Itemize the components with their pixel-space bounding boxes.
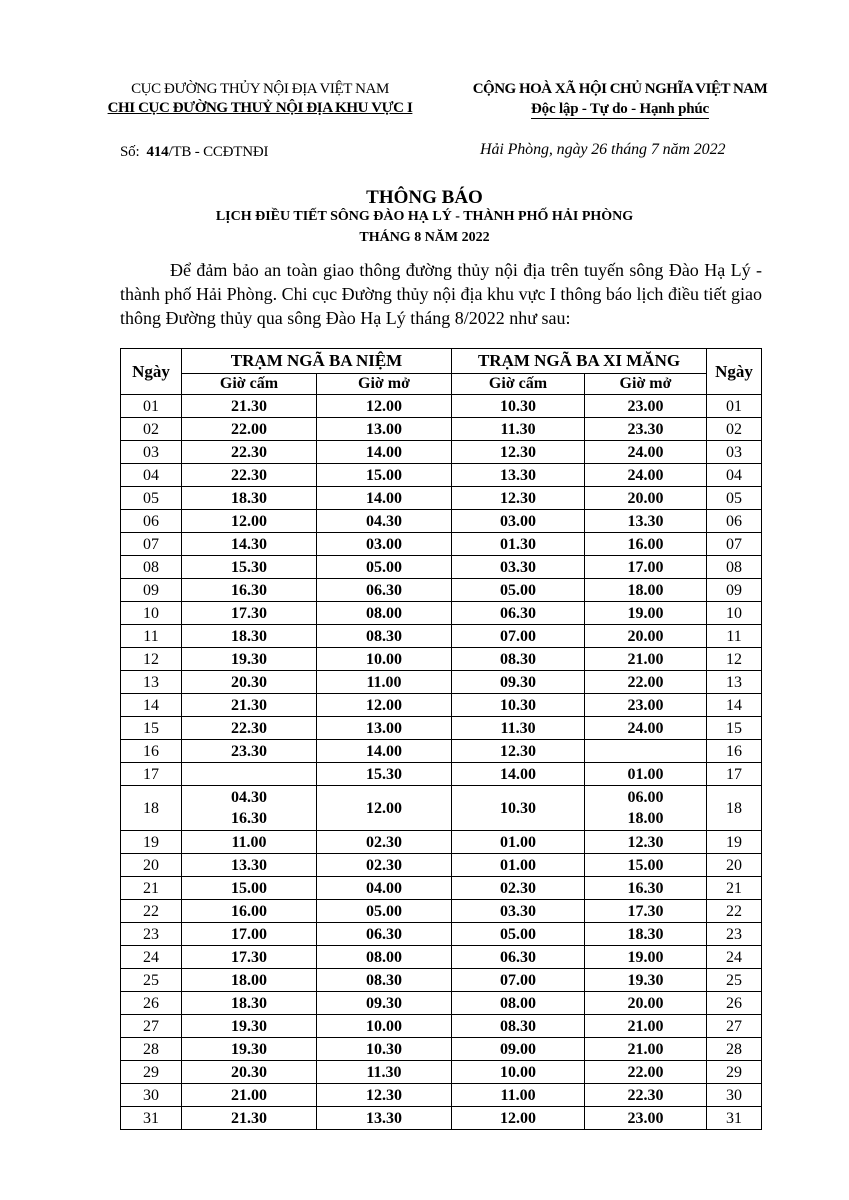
table-row [121, 992, 762, 1015]
ngaba-ximang-closed-cell: 13.30 [452, 464, 585, 487]
day-cell-right: 31 [707, 1107, 762, 1130]
ngaba-ximang-open-cell: 19.00 [585, 946, 707, 969]
day-cell: 23 [121, 923, 182, 946]
ngaba-ximang-open-cell: 15.00 [585, 854, 707, 877]
ngaba-niem-closed-cell [182, 786, 317, 831]
schedule-table [120, 348, 762, 1130]
ngaba-ximang-open-cell: 23.00 [585, 694, 707, 717]
ngaba-niem-open-cell: 05.00 [317, 556, 452, 579]
table-row [121, 740, 762, 763]
ngaba-ximang-closed-cell: 08.30 [452, 1015, 585, 1038]
ngaba-niem-closed-cell: 22.30 [182, 717, 317, 740]
ngaba-niem-closed-cell: 19.30 [182, 648, 317, 671]
ngaba-ximang-open-cell [585, 786, 707, 831]
table-row [121, 831, 762, 854]
table-row [121, 854, 762, 877]
ngaba-ximang-open-cell: 23.00 [585, 1107, 707, 1130]
day-cell-right: 11 [707, 625, 762, 648]
day-cell-right: 15 [707, 717, 762, 740]
ngaba-niem-open-cell: 15.00 [317, 464, 452, 487]
ngaba-ximang-closed-cell: 08.30 [452, 648, 585, 671]
day-cell-right: 23 [707, 923, 762, 946]
day-cell: 19 [121, 831, 182, 854]
ngaba-niem-open-cell: 03.00 [317, 533, 452, 556]
ngaba-niem-open-cell: 06.30 [317, 579, 452, 602]
ngaba-niem-open-cell: 12.00 [317, 395, 452, 418]
day-cell-right: 22 [707, 900, 762, 923]
ngaba-niem-open-cell: 04.30 [317, 510, 452, 533]
day-cell-right: 24 [707, 946, 762, 969]
ngaba-niem-closed-cell: 20.30 [182, 1061, 317, 1084]
ngaba-ximang-open-cell: 24.00 [585, 717, 707, 740]
day-cell-right: 16 [707, 740, 762, 763]
ngaba-ximang-open-cell: 22.00 [585, 1061, 707, 1084]
table-row [121, 625, 762, 648]
ngaba-ximang-open-cell [585, 740, 707, 763]
ngaba-ximang-closed-cell: 10.30 [452, 786, 585, 831]
day-cell-right: 20 [707, 854, 762, 877]
day-cell-right: 14 [707, 694, 762, 717]
table-row [121, 946, 762, 969]
ngaba-ximang-open-cell: 18.30 [585, 923, 707, 946]
day-cell-right: 12 [707, 648, 762, 671]
ngaba-niem-open-cell: 08.00 [317, 602, 452, 625]
table-row [121, 900, 762, 923]
ngaba-ximang-closed-cell: 12.30 [452, 740, 585, 763]
ngaba-niem-closed-cell-value: 16.30 [231, 810, 267, 827]
day-cell: 07 [121, 533, 182, 556]
ngaba-ximang-open-cell: 12.30 [585, 831, 707, 854]
day-cell: 24 [121, 946, 182, 969]
day-cell: 31 [121, 1107, 182, 1130]
ngaba-niem-open-cell: 10.00 [317, 1015, 452, 1038]
ngaba-ximang-open-cell: 18.00 [585, 579, 707, 602]
ngaba-niem-open-cell: 14.00 [317, 740, 452, 763]
day-cell-right: 18 [707, 786, 762, 831]
day-cell: 16 [121, 740, 182, 763]
day-cell-right: 02 [707, 418, 762, 441]
table-row [121, 487, 762, 510]
ngaba-ximang-open-cell: 21.00 [585, 1038, 707, 1061]
s2-open-header: Giờ mở [585, 374, 707, 395]
day-cell-right: 08 [707, 556, 762, 579]
ngaba-niem-closed-cell: 22.30 [182, 441, 317, 464]
day-cell-right: 05 [707, 487, 762, 510]
day-cell: 05 [121, 487, 182, 510]
ngaba-niem-closed-cell: 22.00 [182, 418, 317, 441]
day-cell-right: 27 [707, 1015, 762, 1038]
ngaba-niem-open-cell: 02.30 [317, 831, 452, 854]
ngaba-niem-open-cell: 12.00 [317, 694, 452, 717]
table-row [121, 1107, 762, 1130]
ngaba-niem-closed-cell [182, 763, 317, 786]
table-row [121, 694, 762, 717]
ngaba-niem-open-cell: 11.00 [317, 671, 452, 694]
ngaba-ximang-closed-cell: 12.30 [452, 441, 585, 464]
ngaba-ximang-closed-cell: 11.30 [452, 717, 585, 740]
day-cell: 04 [121, 464, 182, 487]
day-cell-right: 19 [707, 831, 762, 854]
ngaba-niem-open-cell: 13.00 [317, 418, 452, 441]
day-cell-right: 17 [707, 763, 762, 786]
table-row [121, 1038, 762, 1061]
day-cell: 28 [121, 1038, 182, 1061]
national-motto [440, 99, 800, 120]
day-cell-right: 30 [707, 1084, 762, 1107]
ngaba-ximang-closed-cell: 10.00 [452, 1061, 585, 1084]
table-row [121, 1061, 762, 1084]
ngaba-niem-closed-cell: 18.30 [182, 625, 317, 648]
country-name: CỘNG HOÀ XÃ HỘI CHỦ NGHĨA VIỆT NAM [472, 81, 768, 97]
table-row [121, 786, 762, 831]
ngaba-niem-closed-cell: 18.00 [182, 969, 317, 992]
ngaba-ximang-closed-cell: 07.00 [452, 625, 585, 648]
ngaba-ximang-open-cell: 19.30 [585, 969, 707, 992]
day-cell-right: 25 [707, 969, 762, 992]
day-cell-right: 09 [707, 579, 762, 602]
ngaba-niem-closed-cell: 16.00 [182, 900, 317, 923]
ngaba-niem-closed-cell: 18.30 [182, 992, 317, 1015]
table-row [121, 717, 762, 740]
ngaba-ximang-open-cell: 01.00 [585, 763, 707, 786]
ngaba-niem-closed-cell: 13.30 [182, 854, 317, 877]
day-cell: 26 [121, 992, 182, 1015]
notice-title: THÔNG BÁO [366, 187, 483, 208]
day-cell: 29 [121, 1061, 182, 1084]
ngaba-ximang-closed-cell: 12.30 [452, 487, 585, 510]
day-cell-right: 01 [707, 395, 762, 418]
sub-agency-name [70, 99, 450, 118]
day-cell-right: 03 [707, 441, 762, 464]
schedule-rows [121, 395, 762, 1130]
ngaba-ximang-open-cell: 21.00 [585, 648, 707, 671]
station-ngaba-ximang-header: TRẠM NGÃ BA XI MĂNG [452, 349, 707, 374]
ngaba-ximang-closed-cell: 11.30 [452, 418, 585, 441]
day-cell: 01 [121, 395, 182, 418]
day-cell: 17 [121, 763, 182, 786]
table-row [121, 602, 762, 625]
s1-open-header: Giờ mở [317, 374, 452, 395]
ngaba-ximang-closed-cell: 10.30 [452, 395, 585, 418]
ngaba-ximang-closed-cell: 01.30 [452, 533, 585, 556]
day-cell-right: 06 [707, 510, 762, 533]
ngaba-niem-closed-cell: 22.30 [182, 464, 317, 487]
ngaba-niem-closed-cell: 19.30 [182, 1015, 317, 1038]
day-header-left: Ngày [121, 349, 182, 395]
ngaba-niem-open-cell: 14.00 [317, 441, 452, 464]
ngaba-ximang-open-cell-value: 18.00 [627, 810, 664, 827]
day-cell-right: 10 [707, 602, 762, 625]
ngaba-ximang-open-cell: 22.30 [585, 1084, 707, 1107]
issuer-block [70, 80, 450, 118]
ngaba-ximang-open-cell: 17.00 [585, 556, 707, 579]
agency-name: CỤC ĐƯỜNG THỦY NỘI ĐỊA VIỆT NAM [131, 81, 389, 97]
issue-date: Hải Phòng, ngày 26 tháng 7 năm 2022 [480, 141, 726, 158]
ngaba-ximang-open-cell: 23.00 [585, 395, 707, 418]
ngaba-niem-closed-cell: 17.00 [182, 923, 317, 946]
table-row [121, 1015, 762, 1038]
ngaba-ximang-open-cell: 24.00 [585, 464, 707, 487]
day-cell: 15 [121, 717, 182, 740]
ngaba-ximang-closed-cell: 06.30 [452, 946, 585, 969]
table-row [121, 464, 762, 487]
doc-number-value: 414 [146, 144, 169, 160]
day-cell: 02 [121, 418, 182, 441]
ngaba-niem-closed-cell: 21.30 [182, 1107, 317, 1130]
day-cell-right: 21 [707, 877, 762, 900]
table-row [121, 579, 762, 602]
ngaba-niem-open-cell: 13.30 [317, 1107, 452, 1130]
ngaba-niem-open-cell: 10.30 [317, 1038, 452, 1061]
ngaba-niem-closed-cell: 21.30 [182, 694, 317, 717]
ngaba-ximang-closed-cell: 12.00 [452, 1107, 585, 1130]
day-cell: 09 [121, 579, 182, 602]
table-row [121, 969, 762, 992]
day-cell: 13 [121, 671, 182, 694]
ngaba-ximang-open-cell: 17.30 [585, 900, 707, 923]
day-cell-right: 26 [707, 992, 762, 1015]
ngaba-ximang-closed-cell: 10.30 [452, 694, 585, 717]
ngaba-niem-closed-cell-value: 04.30 [231, 789, 267, 806]
table-row [121, 877, 762, 900]
day-cell: 11 [121, 625, 182, 648]
day-cell: 08 [121, 556, 182, 579]
ngaba-ximang-open-cell: 13.30 [585, 510, 707, 533]
day-cell: 03 [121, 441, 182, 464]
ngaba-niem-open-cell: 12.30 [317, 1084, 452, 1107]
day-cell: 20 [121, 854, 182, 877]
ngaba-ximang-closed-cell: 01.00 [452, 854, 585, 877]
ngaba-niem-closed-cell: 15.30 [182, 556, 317, 579]
ngaba-ximang-open-cell: 23.30 [585, 418, 707, 441]
national-header [440, 80, 800, 120]
ngaba-ximang-closed-cell: 07.00 [452, 969, 585, 992]
ngaba-ximang-open-cell: 20.00 [585, 487, 707, 510]
notice-subtitle: LỊCH ĐIỀU TIẾT SÔNG ĐÀO HẠ LÝ - THÀNH PHỐ HẢI PHÒNG [215, 209, 634, 224]
table-row [121, 648, 762, 671]
ngaba-niem-closed-cell: 18.30 [182, 487, 317, 510]
day-cell: 18 [121, 786, 182, 831]
ngaba-ximang-closed-cell: 05.00 [452, 923, 585, 946]
ngaba-niem-open-cell: 13.00 [317, 717, 452, 740]
ngaba-niem-open-cell: 09.30 [317, 992, 452, 1015]
ngaba-niem-closed-cell: 12.00 [182, 510, 317, 533]
ngaba-niem-closed-cell: 19.30 [182, 1038, 317, 1061]
ngaba-ximang-open-cell: 24.00 [585, 441, 707, 464]
table-row [121, 556, 762, 579]
ngaba-ximang-open-cell: 21.00 [585, 1015, 707, 1038]
table-row [121, 395, 762, 418]
doc-prefix: Số: [120, 144, 140, 160]
day-cell: 21 [121, 877, 182, 900]
ngaba-niem-closed-cell: 16.30 [182, 579, 317, 602]
day-cell: 25 [121, 969, 182, 992]
ngaba-ximang-open-cell: 20.00 [585, 992, 707, 1015]
day-cell: 06 [121, 510, 182, 533]
ngaba-ximang-closed-cell: 06.30 [452, 602, 585, 625]
day-cell-right: 28 [707, 1038, 762, 1061]
doc-suffix: /TB - CCĐTNĐI [168, 144, 269, 160]
day-cell: 14 [121, 694, 182, 717]
ngaba-niem-open-cell: 04.00 [317, 877, 452, 900]
table-row [121, 671, 762, 694]
ngaba-niem-closed-cell: 11.00 [182, 831, 317, 854]
ngaba-niem-open-cell: 15.30 [317, 763, 452, 786]
day-cell-right: 13 [707, 671, 762, 694]
day-header-right: Ngày [707, 349, 762, 395]
intro-paragraph: Để đảm bảo an toàn giao thông đường thủy nội địa trên tuyến sông Đào Hạ Lý - thành phố Hải Phòng. Chi cục Đường thủy nội địa khu vực I thông báo lịch điều tiết giao thông Đường thủy qua sông Đào Hạ Lý tháng 8/2022 như sau: [120, 260, 762, 328]
ngaba-ximang-closed-cell: 01.00 [452, 831, 585, 854]
ngaba-niem-closed-cell: 21.00 [182, 1084, 317, 1107]
day-cell-right: 07 [707, 533, 762, 556]
table-row [121, 418, 762, 441]
ngaba-niem-closed-cell: 14.30 [182, 533, 317, 556]
table-row [121, 533, 762, 556]
ngaba-ximang-closed-cell: 09.00 [452, 1038, 585, 1061]
ngaba-ximang-closed-cell: 03.00 [452, 510, 585, 533]
ngaba-niem-open-cell: 02.30 [317, 854, 452, 877]
ngaba-niem-closed-cell: 20.30 [182, 671, 317, 694]
s2-closed-header: Giờ cấm [452, 374, 585, 395]
table-row [121, 763, 762, 786]
ngaba-ximang-open-cell-value: 06.00 [627, 789, 664, 806]
ngaba-ximang-closed-cell: 03.30 [452, 900, 585, 923]
ngaba-niem-open-cell: 11.30 [317, 1061, 452, 1084]
document-number [120, 144, 268, 161]
ngaba-niem-open-cell: 10.00 [317, 648, 452, 671]
table-row [121, 441, 762, 464]
ngaba-ximang-closed-cell: 02.30 [452, 877, 585, 900]
station-ngaba-niem-header: TRẠM NGÃ BA NIỆM [182, 349, 452, 374]
day-cell: 22 [121, 900, 182, 923]
ngaba-ximang-open-cell: 16.30 [585, 877, 707, 900]
ngaba-niem-closed-cell: 15.00 [182, 877, 317, 900]
notice-period: THÁNG 8 NĂM 2022 [359, 230, 490, 245]
ngaba-niem-open-cell: 08.00 [317, 946, 452, 969]
ngaba-niem-open-cell: 12.00 [317, 786, 452, 831]
ngaba-ximang-closed-cell: 11.00 [452, 1084, 585, 1107]
ngaba-ximang-open-cell: 20.00 [585, 625, 707, 648]
ngaba-ximang-open-cell: 19.00 [585, 602, 707, 625]
sub-agency-name-text: CHI CỤC ĐƯỜNG THUỶ NỘI ĐỊA KHU VỰC I [107, 100, 413, 116]
s1-closed-header: Giờ cấm [182, 374, 317, 395]
ngaba-ximang-closed-cell: 09.30 [452, 671, 585, 694]
ngaba-niem-closed-cell: 23.30 [182, 740, 317, 763]
ngaba-niem-open-cell: 06.30 [317, 923, 452, 946]
ngaba-niem-closed-cell: 17.30 [182, 602, 317, 625]
ngaba-ximang-closed-cell: 03.30 [452, 556, 585, 579]
ngaba-ximang-closed-cell: 14.00 [452, 763, 585, 786]
ngaba-niem-open-cell: 08.30 [317, 625, 452, 648]
ngaba-niem-open-cell: 14.00 [317, 487, 452, 510]
day-cell: 10 [121, 602, 182, 625]
motto-text: Độc lập - Tự do - Hạnh phúc [531, 101, 709, 117]
day-cell-right: 04 [707, 464, 762, 487]
ngaba-niem-closed-cell: 21.30 [182, 395, 317, 418]
day-cell: 27 [121, 1015, 182, 1038]
day-cell-right: 29 [707, 1061, 762, 1084]
ngaba-niem-open-cell: 05.00 [317, 900, 452, 923]
table-row [121, 1084, 762, 1107]
ngaba-niem-closed-cell: 17.30 [182, 946, 317, 969]
day-cell: 12 [121, 648, 182, 671]
ngaba-ximang-open-cell: 16.00 [585, 533, 707, 556]
day-cell: 30 [121, 1084, 182, 1107]
ngaba-ximang-open-cell: 22.00 [585, 671, 707, 694]
table-row [121, 510, 762, 533]
ngaba-ximang-closed-cell: 08.00 [452, 992, 585, 1015]
ngaba-ximang-closed-cell: 05.00 [452, 579, 585, 602]
ngaba-niem-open-cell: 08.30 [317, 969, 452, 992]
table-row [121, 923, 762, 946]
